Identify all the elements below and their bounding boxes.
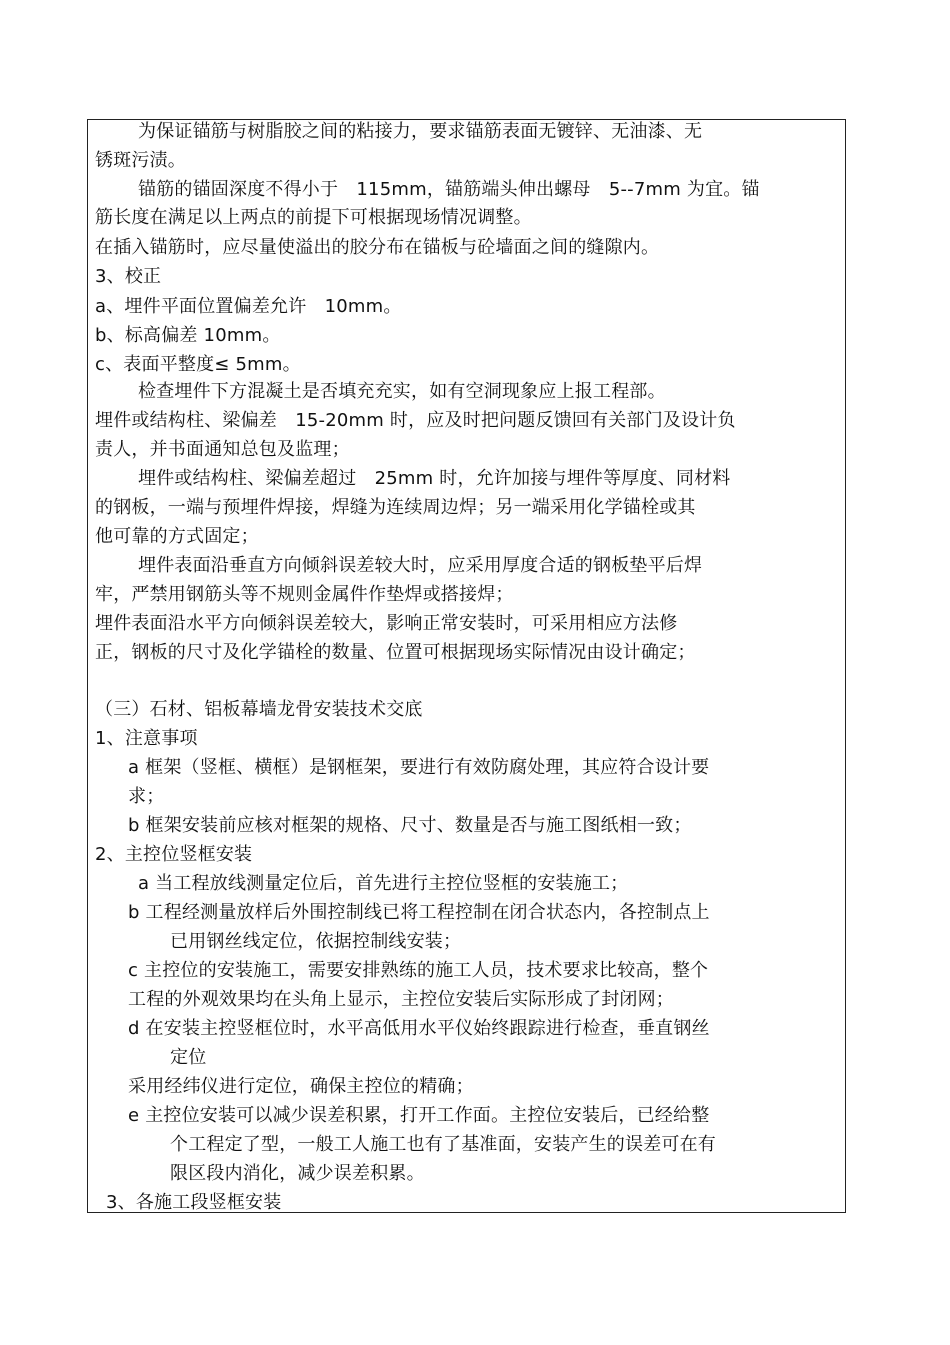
text-line: e 主控位安装可以减少误差积累，打开工作面。主控位安装后，已经给整 [128,1105,710,1126]
text-line: 求； [128,786,165,807]
text-line: 埋件表面沿水平方向倾斜误差较大，影响正常安装时，可采用相应方法修 [95,613,678,634]
section-heading: 2、主控位竖框安装 [95,844,253,865]
text-line: 埋件表面沿垂直方向倾斜误差较大时，应采用厚度合适的钢板垫平后焊 [138,555,703,576]
text-line: 责人，并书面通知总包及监理； [95,439,350,460]
text-line: c、表面平整度≤ 5mm。 [95,354,301,375]
text-line: b 框架安装前应核对框架的规格、尺寸、数量是否与施工图纸相一致； [128,815,692,836]
text-line: 在插入锚筋时，应尽量使溢出的胶分布在锚板与砼墙面之间的缝隙内。 [95,237,660,258]
section-heading: 3、校正 [95,266,162,287]
text-line: a、埋件平面位置偏差允许 10mm。 [95,296,402,317]
section-heading: 3、各施工段竖框安装 [106,1192,282,1213]
text-line: 检查埋件下方混凝土是否填充充实，如有空洞现象应上报工程部。 [138,381,666,402]
text-line: 定位 [170,1047,207,1068]
text-line: 限区段内消化，减少误差积累。 [170,1163,425,1184]
section-heading: 1、注意事项 [95,728,198,749]
text-line: 正，钢板的尺寸及化学锚栓的数量、位置可根据现场实际情况由设计确定； [95,642,696,663]
text-line: 牢，严禁用钢筋头等不规则金属件作垫焊或搭接焊； [95,584,514,605]
text-line: 锚筋的锚固深度不得小于 115mm，锚筋端头伸出螺母 5--7mm 为宜。锚 [138,179,760,200]
text-line: 个工程定了型，一般工人施工也有了基准面，安装产生的误差可在有 [170,1134,716,1155]
text-line: 埋件或结构柱、梁偏差 15-20mm 时，应及时把问题反馈回有关部门及设计负 [95,410,736,431]
section-heading: （三）石材、铝板幕墙龙骨安装技术交底 [95,699,423,720]
text-line: 采用经纬仪进行定位，确保主控位的精确； [128,1076,474,1097]
text-line: d 在安装主控竖框位时，水平高低用水平仪始终跟踪进行检查，垂直钢丝 [128,1018,710,1039]
text-line: b 工程经测量放样后外围控制线已将工程控制在闭合状态内，各控制点上 [128,902,710,923]
text-line: a 框架（竖框、横框）是钢框架，要进行有效防腐处理，其应符合设计要 [128,757,710,778]
text-line: 已用钢丝线定位，依据控制线安装； [170,931,462,952]
text-line: 锈斑污渍。 [95,150,186,171]
text-line: 筋长度在满足以上两点的前提下可根据现场情况调整。 [95,207,532,228]
text-line: c 主控位的安装施工，需要安排熟练的施工人员，技术要求比较高，整个 [128,960,709,981]
text-line: 工程的外观效果均在头角上显示，主控位安装后实际形成了封闭网； [128,989,674,1010]
text-line: a 当工程放线测量定位后，首先进行主控位竖框的安装施工； [138,873,629,894]
text-line: b、标高偏差 10mm。 [95,325,281,346]
text-line: 埋件或结构柱、梁偏差超过 25mm 时，允许加接与埋件等厚度、同材料 [138,468,731,489]
text-line: 他可靠的方式固定； [95,526,259,547]
text-line: 的钢板，一端与预埋件焊接，焊缝为连续周边焊；另一端采用化学锚栓或其 [95,497,696,518]
text-line: 为保证锚筋与树脂胶之间的粘接力，要求锚筋表面无镀锌、无油漆、无 [138,121,703,142]
